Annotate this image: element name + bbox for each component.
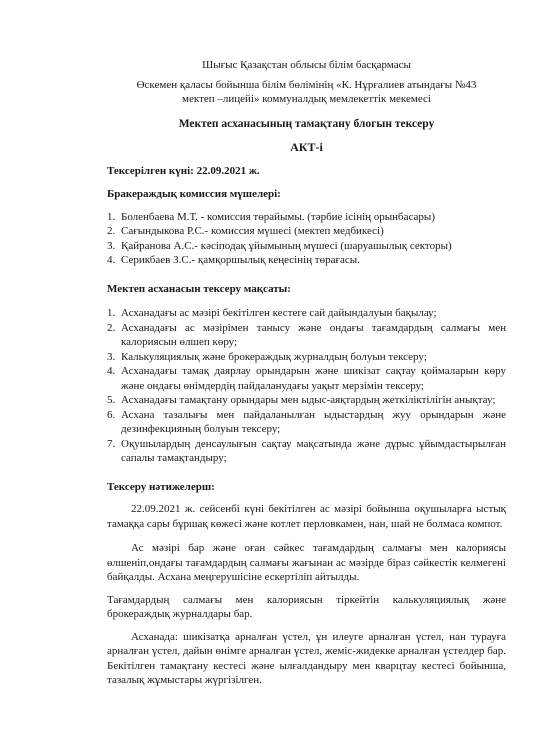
result-paragraph-4: Асханада: шикізатқа арналған үстел, ұн илеуге арналған үстел, нан турауға арналған үстел, дайын өнімге арналған үстел, жеміс-жидекке арналған үстелдер бар. Бекітілген тамақтану кестесі және ылғалдандыру мен кварцтау кестесі бойынша, тазалық жұмыстары жүргізілген. xyxy=(107,630,506,686)
list-item: 1. Боленбаева М.Т. - комиссия төрайымы. (тәрбие ісінің орынбасары) xyxy=(107,210,435,223)
commission-list xyxy=(107,210,506,268)
purpose-heading: Мектеп асханасын тексеру мақсаты: xyxy=(107,282,291,295)
header-line-2: Өскемен қаласы бойынша білім бөлімінің «К. Нұрғалиев атындағы №43 xyxy=(136,78,477,91)
list-item: 4. Серикбаев З.С.- қамқоршылық кеңесінің төрағасы. xyxy=(107,254,360,266)
list-item: 6. Асхана тазалығы мен пайдаланылған ыдыстардың жуу орындарын және дезинфекцияның болуын тексеру; xyxy=(107,408,506,435)
commission-heading: Бракераждық комиссия мүшелері: xyxy=(107,188,281,200)
list-item: 7. Оқушылардың денсаулығын сақтау мақсатында және дұрыс ұйымдастырылған сапалы тамақтандыру; xyxy=(107,437,506,464)
results-heading: Тексеру нәтижелерш: xyxy=(107,480,215,493)
document-akt-heading: АКТ-і xyxy=(290,140,323,154)
purpose-list xyxy=(107,306,506,466)
list-item: 2. Асханадағы ас мәзірімен танысу және ондағы тағамдардың салмағы мен калориясын өлшеп көру; xyxy=(107,321,506,348)
result-paragraph-3: Тағамдардың салмағы мен калориясын тіркейтін калькуляциялық және брокераждық журналдары бар. xyxy=(107,593,506,620)
result-paragraph-1: 22.09.2021 ж. сейсенбі күні бекітілген ас мәзірі бойынша оқушыларға ыстық тамаққа сары бұршақ көжесі және котлет перловкамен, нан, шай не болмаса компот. xyxy=(107,503,506,530)
document-title: Мектеп асханасының тамақтану блогын тексеру xyxy=(178,117,435,130)
list-item: 3. Калькуляциялық және брокераждық журналдың болуын тексеру; xyxy=(107,350,427,363)
list-item: 1. Асханадағы ас мәзірі бекітілген кестеге сай дайындалуын бақылау; xyxy=(107,307,437,319)
inspection-date: Тексерілген күні: 22.09.2021 ж. xyxy=(107,164,260,177)
list-item: 2. Сағындыкова Р.С.- комиссия мүшесі (мектеп медбикесі) xyxy=(107,225,384,237)
list-item: 5. Асханадағы тамақтану орындары мен ыдыс-аяқтардың жеткіліктілігін анықтау; xyxy=(107,394,496,406)
list-item: 3. Қайранова А.С.- кәсіподақ ұйымының мүшесі (шаруашылық секторы) xyxy=(107,239,452,252)
list-item: 4. Асханадағы тамақ даярлау орындарын және шикізат сақтау қоймаларын көру және ондағы өнімдердің пайдаланудағы уақыт мерзімін тексеру; xyxy=(107,365,506,392)
header-line-1: Шығыс Қазақстан облысы білім басқармасы xyxy=(202,59,411,71)
header-line-3: мектеп –лицейі» коммуналдық мемлекеттік мекемесі xyxy=(182,93,431,105)
result-paragraph-2: Ас мәзірі бар және оған сәйкес тағамдардың салмағы мен калориясы өлшеніп,ондағы тағамдардың салмағы жағынан ас мәзірде біраз сәйкестік келмегені байқалды. Асхана меңгерушісіне ескертіліп айтылды. xyxy=(107,542,506,583)
